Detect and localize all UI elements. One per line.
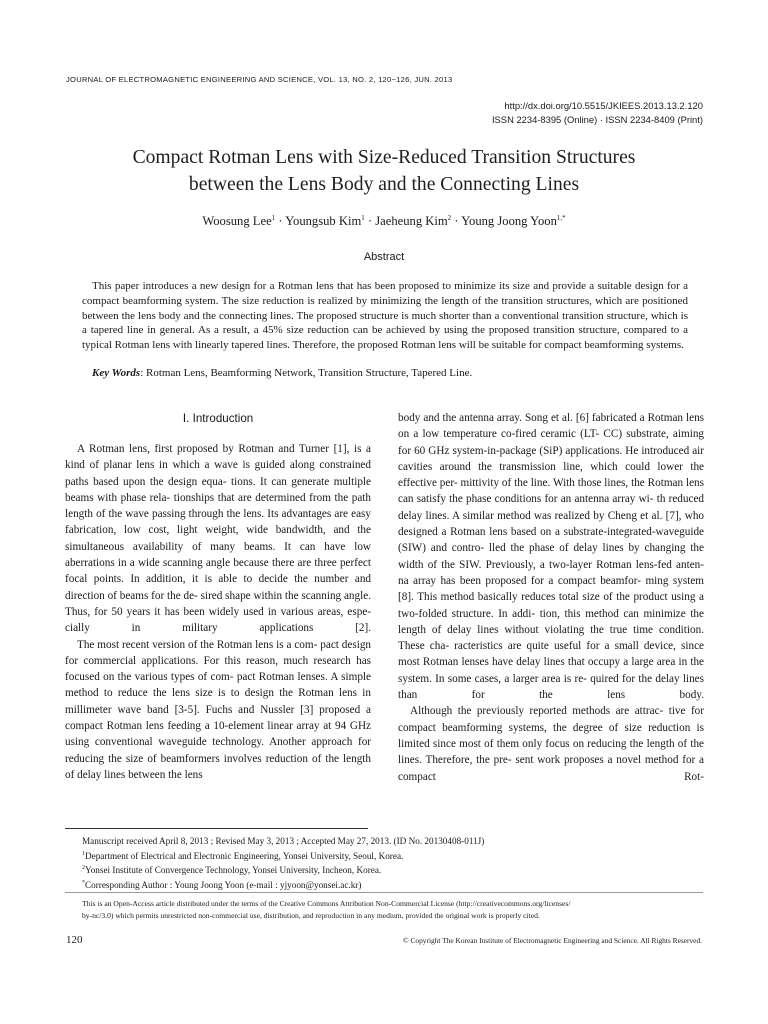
body-paragraph — [398, 410, 704, 703]
keywords — [92, 367, 692, 379]
abstract-line: tapered lines. Therefore, the proposed Rotman lens will be suitable for compact beamforming systems. — [231, 339, 684, 352]
paragraph-line: the simultaneous availability of many beams. It can have — [65, 524, 371, 553]
license-line: This is an Open-Access article distributed under the terms of the Creative Commons Attribution Non-Commercial License (http://creativecommons.org/licenses/ — [82, 899, 571, 908]
paragraph-line: tion, this method can minimize the length of delay lines — [398, 607, 704, 636]
author-name: Young Joong Yoon — [461, 214, 557, 228]
author-separator: · — [364, 214, 376, 228]
paragraph-line: tions. It can generate multiple beams with phase rela- — [65, 475, 372, 504]
page-number: 120 — [66, 934, 83, 946]
paragraph-line: approach for reducing the size of beamformers involves — [65, 736, 372, 765]
paragraph-line: Rotman lens feeding a 10-element linear array at 94 — [106, 720, 347, 733]
author-affiliation: 1 — [361, 214, 365, 222]
paragraph-line: can satisfy the phase conditions for an antenna array wi- — [398, 493, 654, 506]
paragraph-line: the SIW. Previously, a two-layer Rotman lens-fed anten- — [441, 558, 704, 571]
keywords-list: : Rotman Lens, Beamforming Network, Transition Structure, Tapered Line. — [140, 367, 473, 379]
author-name: Woosung Lee — [202, 214, 272, 228]
paragraph-line: The most recent version of the Rotman lens is a com- — [77, 638, 318, 651]
affiliation-1 — [82, 849, 484, 864]
paragraph-line: Although the previously reported methods are attrac- — [410, 705, 664, 718]
abstract-line: This paper introduces a new design for a Rotman lens that has been proposed to minimize its size and provide — [92, 280, 586, 292]
body-paragraph — [398, 703, 704, 784]
paragraph-line: along constrained paths based upon the design equa- — [65, 459, 371, 488]
paragraph-line: GHz using conventional waveguide technology. Another — [65, 720, 372, 749]
footnote-mark: 1 — [82, 850, 85, 857]
copyright: © Copyright The Korean Institute of Electromagnetic Engineering and Science. All Rights Reserved. — [403, 936, 702, 945]
paragraph-line: wave passing through the lens. Its advantages are easy — [125, 508, 371, 521]
affiliation-text: Yonsei Institute of Convergence Technology, Yonsei University, Incheon, Korea. — [85, 865, 382, 876]
paragraph-line: are three perfect focal points. In addition, it is able to — [65, 557, 372, 586]
paragraph-line: much research has focused on the various types of com- — [65, 654, 372, 684]
paragraph-line: ming system [8]. This method basically reduces total — [398, 574, 704, 604]
abstract-line: reduction can be achieved by using the proposed transition structure, compared to a typical Rotman lens with linearly — [82, 324, 688, 352]
paragraph-line: na array has been proposed for a compact beamfor- — [398, 574, 641, 587]
paragraph-line: th reduced delay lines. A similar method was realized — [398, 493, 705, 522]
paragraph-line: Rotman lens on a low temperature co-fired ceramic (LT- — [398, 412, 705, 441]
left-column — [65, 410, 371, 783]
abstract-line: much shorter than a conventional transition structure, which is a tapered line in general. As a result, a 45% size — [82, 309, 689, 337]
paragraph-line: fabrication, low cost, light weight, wide bandwidth, and — [65, 524, 350, 537]
paragraph-line: lled the phase of delay lines by changing the width of — [398, 542, 704, 571]
keywords-label: Key Words — [92, 367, 141, 379]
author-name: Youngsub Kim — [285, 214, 362, 228]
abstract-heading: Abstract — [363, 251, 405, 263]
paragraph-line: pact Rotman lenses. A simple method to reduce the lens — [65, 671, 371, 700]
section-heading: Ⅰ. Introduction — [182, 412, 254, 425]
paragraph-line: years it has been widely used in various areas, espe- — [126, 605, 372, 618]
paragraph-line: cially in military applications [2]. — [65, 622, 371, 635]
body-paragraph — [65, 637, 371, 784]
issn-line: ISSN 2234-8395 (Online) · ISSN 2234-8409 (Print) — [491, 114, 703, 125]
corresponding-author — [82, 878, 484, 893]
license-line: by-nc/3.0) which permits unrestricted non-commercial use, distribution, and reproduction in any medium, provided the original work is properly cited. — [82, 911, 540, 920]
author-separator: · — [451, 214, 462, 228]
paragraph-line: by Cheng et al. [7], who designed a Rotman lens based — [398, 509, 705, 539]
body-paragraph — [65, 441, 371, 637]
author-affiliation: 2 — [447, 214, 452, 222]
doi-link[interactable]: http://dx.doi.org/10.5515/JKIEES.2013.13.2.120 — [504, 100, 703, 111]
paragraph-line: [1], is a kind of planar lens in which a wave is guided — [65, 443, 371, 472]
paragraph-line: without violating the true time condition. These cha- — [398, 623, 704, 653]
paragraph-line: transmission line, which could lower the effective per- — [398, 460, 704, 490]
license-notice — [82, 898, 698, 922]
license-divider — [65, 892, 703, 893]
paragraph-line: area in the system. In some cases, a larger area is re- — [398, 656, 705, 685]
title-line-2: between the Lens Body and the Connecting Lines — [188, 174, 580, 195]
paragraph-line: size is to design the Rotman lens in millimeter wave — [65, 687, 372, 716]
author-affiliation: 1,* — [556, 214, 566, 222]
affiliation-text: Department of Electrical and Electronic Engineering, Yonsei University, Seoul, Korea. — [85, 850, 404, 861]
journal-header: JOURNAL OF ELECTROMAGNETIC ENGINEERING AND SCIENCE, VOL. 13, NO. 2, 120~126, JUN. 2013 — [66, 75, 453, 84]
footnotes — [82, 834, 484, 893]
paragraph-line: CC) substrate, aiming for 60 GHz system-in-package — [398, 428, 705, 457]
corresponding-text: Corresponding Author : Young Joong Yoon (e-mail : yjyoon@yonsei.ac.kr) — [85, 880, 362, 891]
paragraph-line: on reducing the length of the lines. Therefore, the pre- — [398, 737, 705, 767]
manuscript-dates: Manuscript received April 8, 2013 ; Revised May 3, 2013 ; Accepted May 27, 2013. (ID No. 20130408-011J) — [82, 836, 485, 846]
paragraph-line: size of the product using a two-folded structure. In addi- — [398, 591, 704, 620]
paragraph-line: low aberrations in a wide scanning angle because there — [65, 540, 371, 570]
paragraph-line: size reduction is limited since most of them only focus — [398, 721, 704, 750]
abstract-paragraph — [82, 279, 688, 353]
paragraph-line: on a substrate-integrated-waveguide (SIW) and contro- — [398, 526, 705, 555]
author-affiliation: 1 — [271, 214, 276, 222]
paragraph-line: decide the number and direction of beams for the de- — [65, 573, 372, 602]
affiliation-2 — [82, 863, 484, 878]
footnote-divider — [65, 828, 368, 829]
footnote-mark: 2 — [82, 865, 85, 872]
footnote-mark: * — [82, 880, 85, 887]
paragraph-line: mittivity of the line. With those lines, the Rotman lens — [460, 477, 704, 490]
paragraph-line: sired shape within the scanning angle. Thus, for 50 — [65, 589, 371, 618]
paragraph-line: A Rotman lens, first proposed by Rotman and Turner — [77, 443, 329, 455]
paragraph-line: tionships that are determined from the path length of the — [65, 491, 372, 521]
paragraph-line: pact design for commercial applications. For this reason, — [65, 638, 372, 667]
author-list — [40, 214, 728, 229]
paragraph-line: tive for compact beamforming systems, the degree of — [398, 705, 704, 734]
author-separator: · — [275, 214, 286, 228]
doi-block — [492, 99, 703, 127]
paragraph-line: quired for the delay lines than for the lens body. — [398, 672, 705, 702]
paragraph-line: most Rotman lenses have delay lines that occupy a large — [398, 656, 654, 669]
paragraph-line: racteristics are quite useful for a small device, since — [454, 640, 705, 653]
abstract-line: a suitable design for a compact beamforming system. The size reduction is realized by minimizing the length of the — [82, 280, 689, 307]
abstract-line: transition structures, which are positioned between the lens body and the connecting lines. The proposed structure is — [82, 294, 688, 322]
paper-title — [40, 144, 728, 198]
abstract-body — [82, 279, 688, 353]
title-line-1: Compact Rotman Lens with Size-Reduced Transition Structures — [132, 147, 636, 168]
right-column — [398, 410, 704, 785]
author-name: Jaeheung Kim — [375, 214, 448, 228]
paragraph-line: body and the antenna array. Song et al. [6] fabricated a — [398, 412, 645, 424]
paragraph-line: (SiP) applications. He introduced air cavities around the — [398, 444, 704, 473]
paragraph-line: reduction of the length of delay lines between the lens — [65, 752, 372, 781]
paragraph-line: sent work proposes a novel method for a compact Rot- — [398, 754, 705, 783]
paragraph-line: band [3-5]. Fuchs and Nussler [3] proposed a compact — [65, 703, 371, 733]
